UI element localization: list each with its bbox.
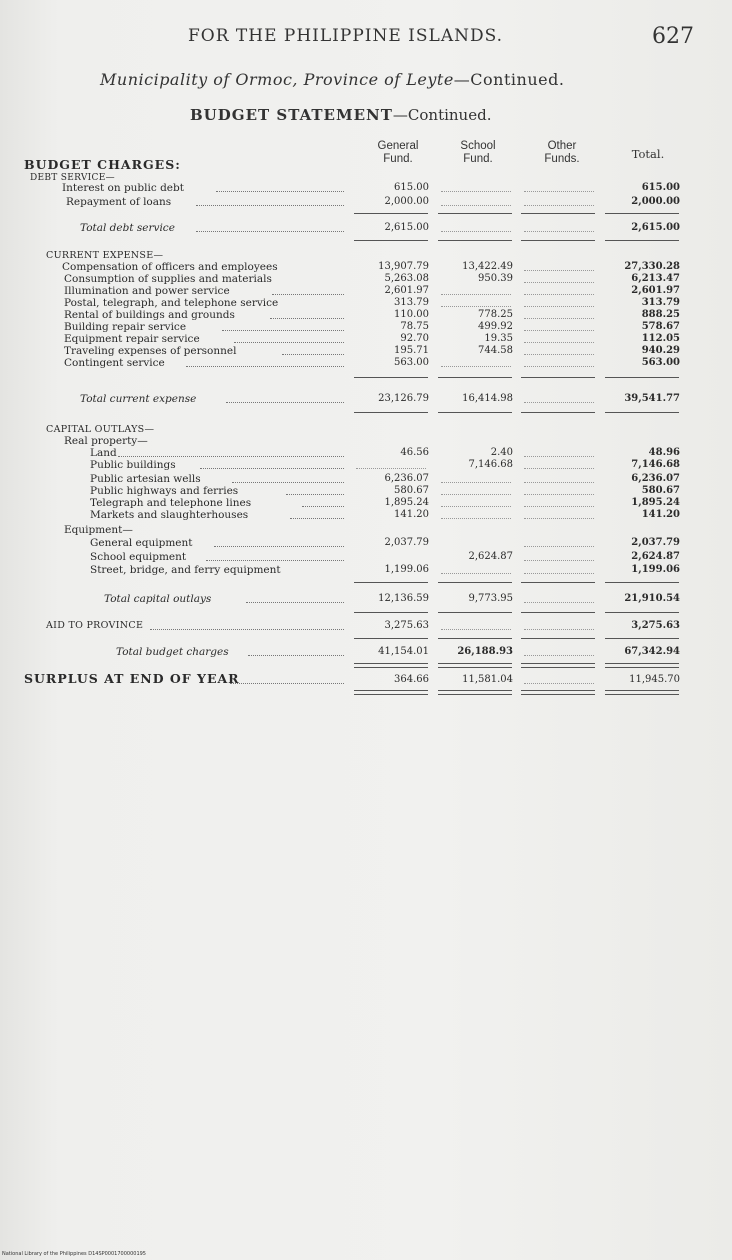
table-row: Compensation of officers and employees 13,907.79 13,422.49 27,330.28 <box>62 261 680 273</box>
section-current-expense: CURRENT EXPENSE— <box>46 250 164 261</box>
section-capital-outlays: CAPITAL OUTLAYS— <box>46 424 155 435</box>
page-number: 627 <box>652 24 694 49</box>
column-header-total: Total. <box>631 147 665 161</box>
table-row: Repayment of loans 2,000.00 2,000.00 <box>66 196 680 208</box>
column-header-general: General Fund. <box>377 140 419 165</box>
table-row: Telegraph and telephone lines 1,895.24 1,895.24 <box>90 497 680 509</box>
section-real-property: Real property— <box>64 435 148 447</box>
scan-footer: National Library of the Philippines D14SP0001700000195 <box>2 1251 146 1257</box>
table-row-total: Total capital outlays 12,136.59 9,773.95 21,910.54 <box>104 593 680 605</box>
table-row: Rental of buildings and grounds 110.00 778.25 888.25 <box>64 309 680 321</box>
table-row: Equipment repair service 92.70 19.35 112.05 <box>64 333 680 345</box>
table-row: Building repair service 78.75 499.92 578.67 <box>64 321 680 333</box>
table-row: Markets and slaughterhouses 141.20 141.20 <box>90 509 680 521</box>
subtitle-continued: —Continued. <box>453 70 565 89</box>
table-row: Traveling expenses of personnel 195.71 744.58 940.29 <box>64 345 680 357</box>
table-row-total: Total current expense 23,126.79 16,414.98 39,541.77 <box>80 393 680 405</box>
table-row: General equipment 2,037.79 2,037.79 <box>90 537 680 549</box>
table-row: Illumination and power service 2,601.97 2,601.97 <box>64 285 680 297</box>
table-row: Land 46.56 2.40 48.96 <box>90 447 680 459</box>
statement-title-text: BUDGET STATEMENT <box>190 106 393 124</box>
section-equipment: Equipment— <box>64 524 133 536</box>
table-row: Contingent service 563.00 563.00 <box>64 357 680 369</box>
table-row: Consumption of supplies and materials 5,263.08 950.39 6,213.47 <box>64 273 680 285</box>
table-row-total: Total budget charges 41,154.01 26,188.93 67,342.94 <box>116 646 680 658</box>
table-row-surplus: SURPLUS AT END OF YEAR 364.66 11,581.04 11,945.70 <box>24 671 680 686</box>
table-row-total: Total debt service 2,615.00 2,615.00 <box>80 222 680 234</box>
subtitle <box>100 70 610 89</box>
section-debt-service: DEBT SERVICE— <box>30 173 115 183</box>
table-row: Public buildings 7,146.68 7,146.68 <box>90 459 680 471</box>
statement-title-continued: —Continued. <box>392 106 492 124</box>
table-row: Interest on public debt 615.00 615.00 <box>62 182 680 194</box>
table-row: School equipment 2,624.87 2,624.87 <box>90 551 680 563</box>
statement-title <box>190 106 491 124</box>
column-header-school: School Fund. <box>460 140 496 165</box>
column-header-other: Other Funds. <box>544 140 580 165</box>
table-row: Public highways and ferries 580.67 580.67 <box>90 485 680 497</box>
table-row: Street, bridge, and ferry equipment 1,199.06 1,199.06 <box>90 564 680 576</box>
subtitle-italic: Municipality of Ormoc, Province of Leyte <box>100 70 454 89</box>
running-head: FOR THE PHILIPPINE ISLANDS. <box>188 26 504 46</box>
table-row: Postal, telegraph, and telephone service 313.79 313.79 <box>64 297 680 309</box>
table-row: Public artesian wells 6,236.07 6,236.07 <box>90 473 680 485</box>
section-budget-charges: BUDGET CHARGES: <box>24 157 181 172</box>
table-row: AID TO PROVINCE 3,275.63 3,275.63 <box>46 620 680 631</box>
